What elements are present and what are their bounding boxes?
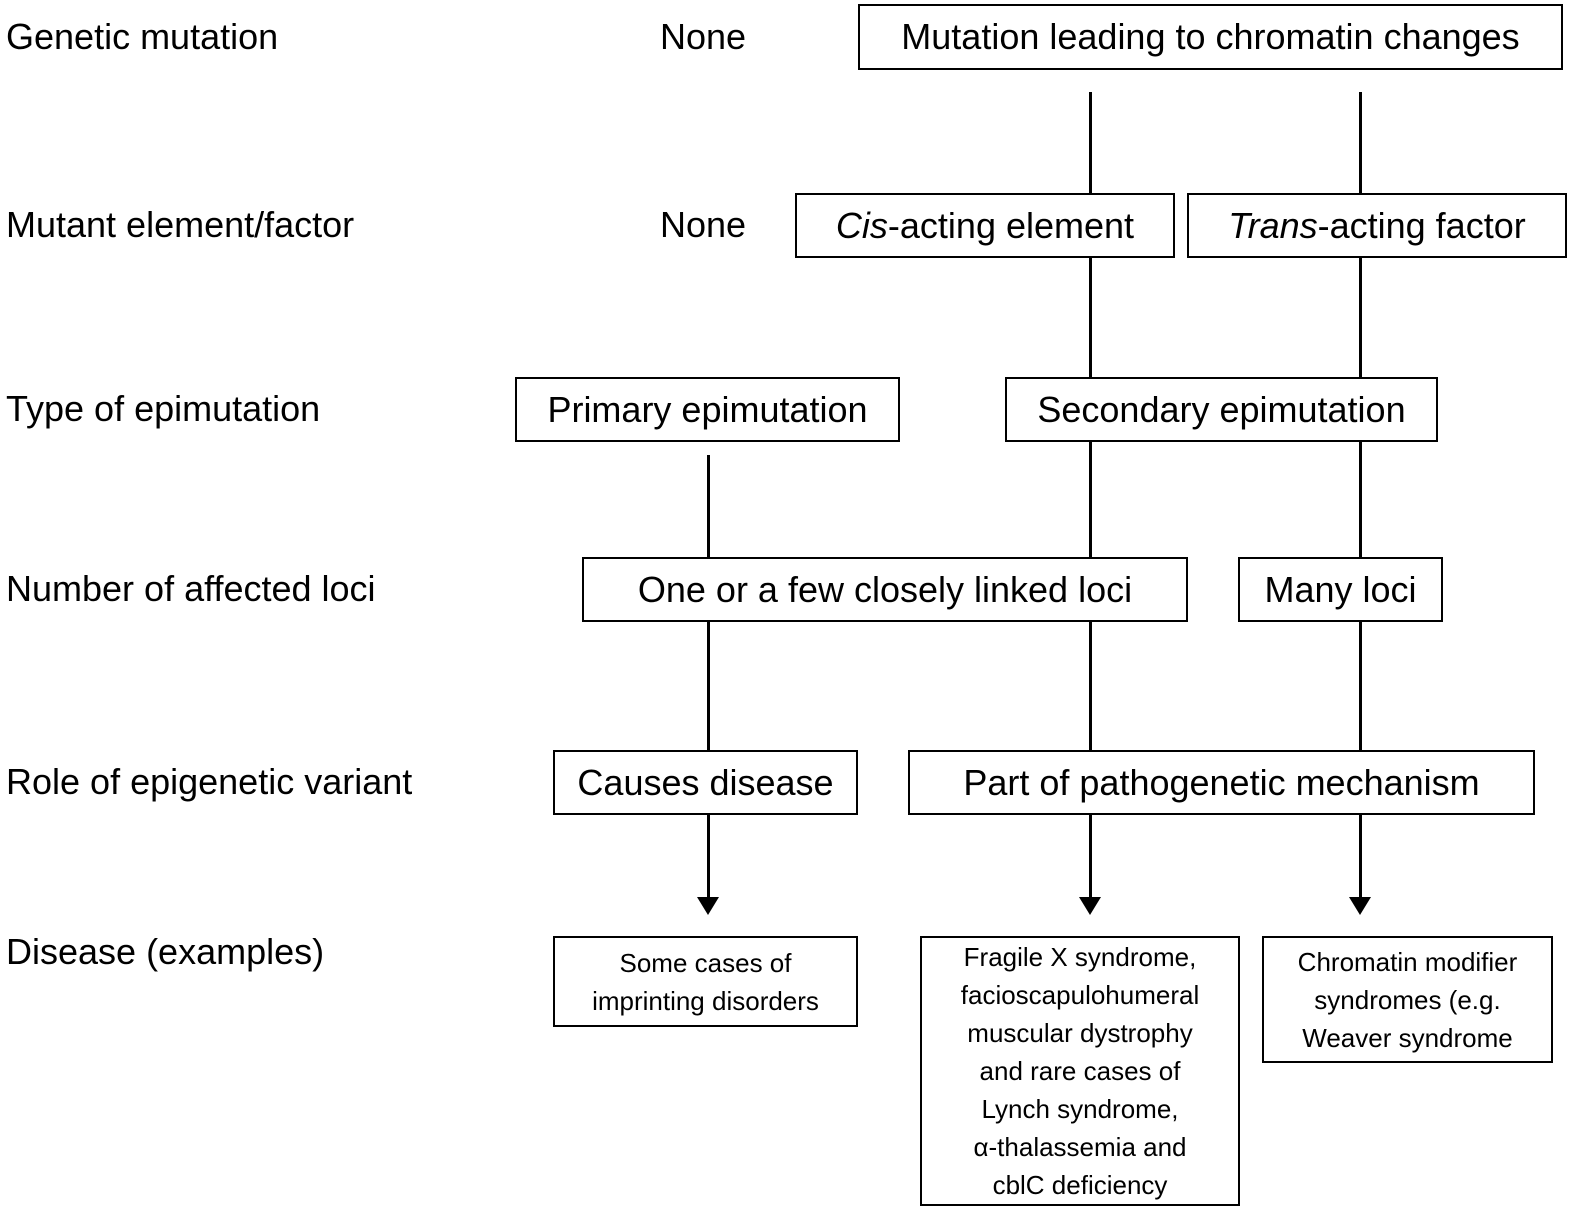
connector-cis-seg5: [1089, 815, 1092, 899]
connector-cis-seg2: [1089, 258, 1092, 377]
box-secondary-epimutation: [1005, 377, 1438, 442]
box-causes-disease: [553, 750, 858, 815]
connector-trans-seg5: [1359, 815, 1362, 899]
row-label-role-of-epigenetic-variant: Role of epigenetic variant: [6, 761, 413, 802]
connector-primary-seg3: [707, 815, 710, 899]
text-line: Chromatin modifier: [1297, 946, 1518, 977]
row-label-number-of-affected-loci: Number of affected loci: [6, 568, 376, 609]
italic-trans: Trans: [1228, 204, 1318, 246]
text-line: Fragile X syndrome,: [963, 942, 1197, 972]
box-many-loci: [1238, 557, 1443, 622]
connector-primary-seg2: [707, 622, 710, 750]
box-text: One or a few closely linked loci: [637, 568, 1133, 610]
box-imprinting-disorders: [553, 936, 858, 1027]
text-line: and rare cases of: [979, 1056, 1181, 1086]
text-line: muscular dystrophy: [967, 1018, 1193, 1048]
box-trans-acting-factor: [1187, 193, 1567, 258]
box-chromatin-modifier-syndromes: [1262, 936, 1553, 1063]
none-value-genetic-mutation: None: [659, 16, 747, 57]
box-text: [836, 205, 1134, 247]
text-line: syndromes (e.g.: [1314, 984, 1501, 1015]
text-line: cblC deficiency: [992, 1170, 1168, 1200]
box-text: Secondary epimutation: [1037, 388, 1406, 430]
connector-trans-seg3: [1359, 442, 1362, 557]
arrowhead-trans-icon: [1349, 897, 1371, 915]
arrowhead-cis-icon: [1079, 897, 1101, 915]
row-label-type-of-epimutation: Type of epimutation: [6, 388, 321, 429]
text-line: Weaver syndrome: [1302, 1022, 1513, 1053]
connector-cis-seg4: [1089, 622, 1092, 750]
text-line: imprinting disorders: [592, 985, 819, 1016]
box-text: Primary epimutation: [547, 388, 868, 430]
box-one-or-few-loci: [582, 557, 1188, 622]
box-text: Part of pathogenetic mechanism: [963, 761, 1480, 803]
connector-primary-seg1: [707, 455, 710, 557]
arrowhead-primary-icon: [697, 897, 719, 915]
box-text: Many loci: [1264, 568, 1417, 610]
box-text: Causes disease: [577, 761, 834, 803]
box-fragile-x-and-others: [920, 936, 1240, 1206]
text-line: Lynch syndrome,: [981, 1094, 1179, 1124]
text-line: facioscapulohumeral: [960, 980, 1200, 1010]
connector-trans-seg1: [1359, 92, 1362, 193]
cis-rest-text: -acting element: [887, 204, 1135, 246]
box-text: [1228, 205, 1525, 247]
box-text: Mutation leading to chromatin changes: [901, 16, 1520, 57]
box-mutation-leading-to-chromatin-changes: [858, 4, 1563, 70]
row-label-disease-examples: Disease (examples): [6, 931, 325, 972]
text-line: α-thalassemia and: [973, 1132, 1187, 1162]
connector-cis-seg1: [1089, 92, 1092, 193]
italic-cis: Cis: [835, 204, 888, 246]
text-line: Some cases of: [619, 947, 792, 978]
connector-trans-seg2: [1359, 258, 1362, 377]
row-label-mutant-element-factor: Mutant element/factor: [6, 204, 355, 245]
box-cis-acting-element: [795, 193, 1175, 258]
box-part-of-pathogenetic-mechanism: [908, 750, 1535, 815]
connector-cis-seg3: [1089, 442, 1092, 557]
trans-rest-text: -acting factor: [1317, 204, 1526, 246]
box-primary-epimutation: [515, 377, 900, 442]
row-label-genetic-mutation: Genetic mutation: [6, 16, 279, 57]
connector-trans-seg4: [1359, 622, 1362, 750]
none-value-mutant-element-factor: None: [659, 204, 747, 245]
